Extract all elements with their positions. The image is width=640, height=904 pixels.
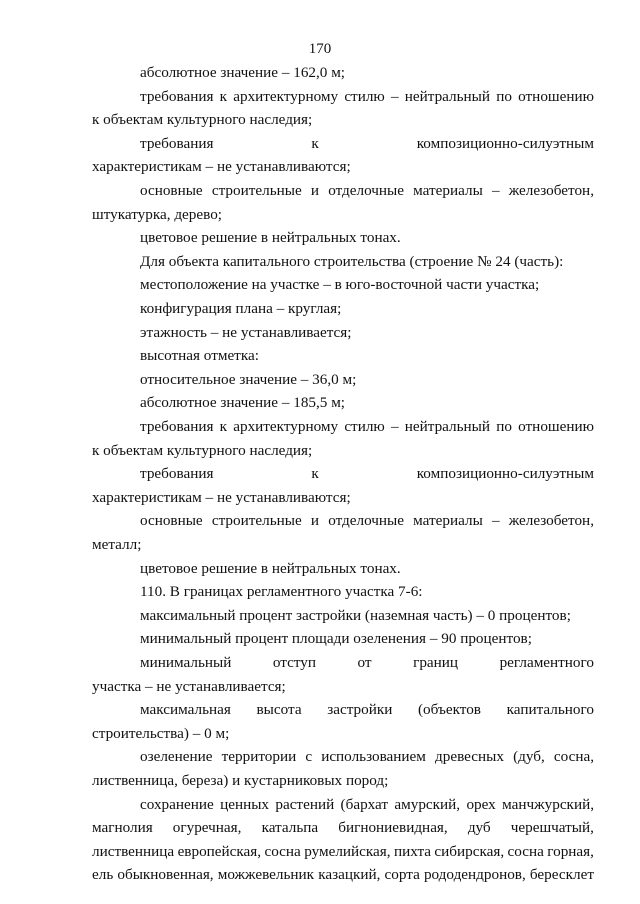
text-line: относительное значение – 36,0 м; [140,370,357,388]
text-line: 110. В границах регламентного участка 7-6: [140,583,423,601]
line-word: по [496,87,512,105]
line-word: сорта [384,866,420,884]
text-line: цветовое решение в нейтральных тонах. [140,229,401,247]
line-word: стилю [344,87,385,105]
line-word: сохранение [140,795,214,813]
line-word: архитектурному [233,87,339,105]
text-line: к объектам культурного наследия; [92,111,313,129]
line-word: орех [466,795,496,813]
text-line: металл; [92,536,142,553]
line-word: материалы [413,512,483,530]
line-word: можжевельник [217,866,315,884]
text-line [92,864,594,886]
line-word: строительные [211,512,302,530]
line-word: капитального [506,701,594,719]
line-word: румелийская, [304,842,391,860]
line-word: строительные [211,182,302,199]
line-word: материалы [413,182,483,199]
line-word: максимальная [140,701,231,719]
line-word: черешчатый, [510,819,594,837]
line-word: европейская, [177,842,262,860]
line-word: использованием [321,748,426,766]
text-line: этажность – не устанавливается; [140,323,352,341]
text-line [92,817,594,839]
line-word: огуречная, [172,819,242,837]
text-line [140,463,594,485]
line-word: основные [140,512,203,530]
line-word: требования [140,134,214,152]
text-line [92,841,594,863]
line-word: композиционно-силуэтным [416,465,594,483]
text-line: конфигурация плана – круглая; [140,300,342,317]
text-line [140,416,594,438]
text-line: местоположение на участке – в юго-восточной части участка; [140,276,540,294]
line-word: границ [413,654,459,671]
text-line: строительства) – 0 м; [92,724,230,742]
text-line [140,652,594,674]
line-word: основные [140,182,203,199]
text-line: участка – не устанавливается; [92,677,286,695]
line-word: дуб [467,819,491,837]
line-word: бигнониевидная, [338,819,448,837]
text-line: к объектам культурного наследия; [92,441,313,459]
text-line [140,794,594,816]
line-word: сосна, [553,748,594,766]
text-line [140,180,594,202]
line-word: минимальный [140,654,232,671]
line-word: регламентного [499,654,594,671]
text-line [140,86,594,108]
line-word: требования [140,418,214,435]
text-line: характеристикам – не устанавливаются; [92,488,351,506]
line-word: древесных [435,748,504,766]
line-word: сибирская, [434,842,505,860]
line-word: высота [256,701,302,719]
line-word: (бархат [340,795,389,813]
line-word: нейтральный [404,87,491,105]
text-line: абсолютное значение – 185,5 м; [140,394,346,412]
line-word: сосна [264,842,301,860]
line-word: катальпа [261,819,319,837]
line-word: отделочные [328,182,404,199]
text-line: Для объекта капитального строительства (строение № 24 (часть): [140,252,564,270]
line-word: композиционно-силуэтным [416,134,594,152]
line-word: требования [140,465,214,483]
line-word: (объектов [418,701,481,719]
text-line [140,510,594,532]
line-word: обыкновенная, [117,866,214,884]
line-word: к [219,418,228,435]
line-word: ель [92,866,114,884]
line-word: бересклет [529,866,594,884]
line-word: – [491,512,500,530]
line-word: по [496,418,512,435]
line-word: рододендронов, [423,866,526,884]
line-word: лиственница [92,842,175,860]
line-word: с [305,748,313,766]
line-word: ценных [220,795,270,813]
text-line [140,746,594,768]
line-word: – [390,87,399,105]
line-word: горная, [547,842,594,860]
line-word: казацкий, [318,866,381,884]
line-word: сосна [507,842,544,860]
line-word: (дуб, [513,748,545,766]
page-number: 170 [308,41,332,57]
line-word: – [491,182,500,199]
line-word: от [357,654,372,671]
text-line: лиственница, береза) и кустарниковых пород; [92,772,389,789]
text-line: абсолютное значение – 162,0 м; [140,64,346,81]
line-word: к [219,87,228,105]
line-word: к [311,134,319,152]
line-word: железобетон, [508,182,594,199]
line-word: и [310,512,320,530]
line-word: железобетон, [508,512,594,530]
line-word: архитектурному [233,418,339,435]
text-line: минимальный процент площади озеленения – 90 процентов; [140,630,532,648]
text-line: цветовое решение в нейтральных тонах. [140,559,401,577]
text-line [140,133,594,155]
line-word: амурский, [394,795,461,813]
text-line: максимальный процент застройки (наземная часть) – 0 процентов; [140,606,571,624]
line-word: отделочные [328,512,404,530]
line-word: отступ [272,654,316,671]
line-word: к [311,465,319,483]
line-word: растений [275,795,335,813]
text-line: высотная отметка: [140,347,259,365]
line-word: и [310,182,320,199]
line-word: озеленение [140,748,213,766]
line-word: пихта [393,842,432,860]
line-word: стилю [344,418,385,435]
text-line [140,699,594,721]
line-word: магнолия [92,819,153,837]
line-word: территории [221,748,297,766]
line-word: застройки [327,701,393,719]
line-word: отношению [518,418,594,435]
line-word: нейтральный [404,418,491,435]
text-line: штукатурка, дерево; [92,205,223,223]
line-word: – [390,418,399,435]
line-word: манчжурский, [502,795,594,813]
line-word: требования [140,87,214,105]
line-word: отношению [518,87,594,105]
text-line: характеристикам – не устанавливаются; [92,158,351,176]
